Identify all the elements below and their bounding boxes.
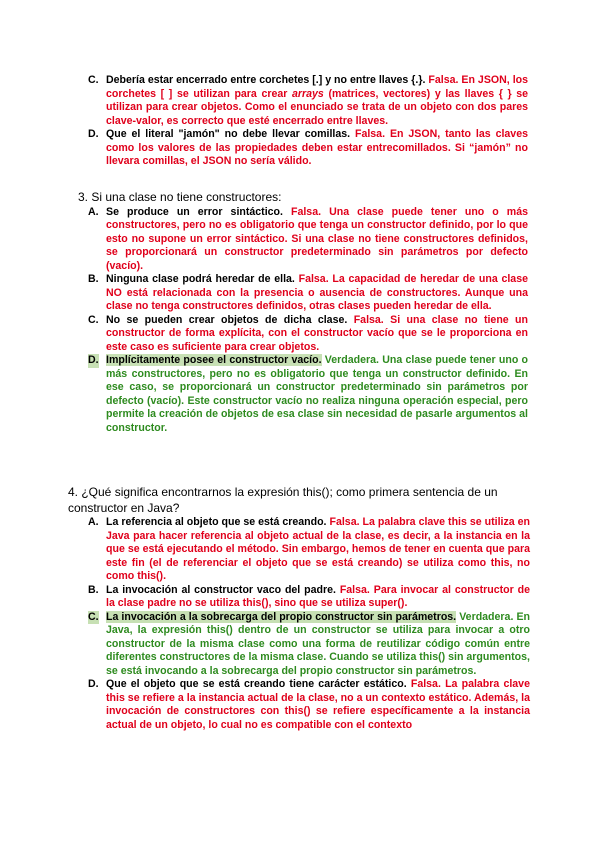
option-statement: Que el literal "jamón" no debe llevar comillas. bbox=[106, 128, 351, 140]
verdict-false: Falsa. bbox=[410, 678, 441, 690]
option-letter: D. bbox=[88, 128, 99, 140]
q4-option-a bbox=[78, 516, 530, 584]
question-4 bbox=[68, 485, 530, 732]
option-statement: La referencia al objeto que se está creando. bbox=[106, 516, 327, 528]
option-statement: Que el objeto que se está creando tiene carácter estático. bbox=[106, 678, 407, 690]
option-explanation: En JSON, los corchetes [ ] se utilizan para crear bbox=[106, 74, 528, 100]
question-3-title: 3. Si una clase no tiene constructores: bbox=[78, 190, 282, 204]
q3-option-c bbox=[78, 314, 528, 355]
option-explanation: Una clase puede tener uno o más constructores, pero no es obligatorio que tenga un constructor definido, por lo que esto no supone un error sintáctico. Si una clase no tiene constructores definidos, se proporcionará un constructor predeterminado sin parámetros por defecto (vacío). bbox=[106, 205, 529, 272]
option-explanation-cont: (matrices, vectores) y las llaves { } se utilizan para crear objetos. Como el enunciado se trata de un objeto con dos pares clave-valor, es correcto que esté encerrado entre llaves. bbox=[106, 87, 528, 127]
question-4-title: 4. ¿Qué significa encontrarnos la expresión this(); como primera sentencia de un constructor en Java? bbox=[68, 485, 498, 515]
verdict-true: Verdadera. bbox=[324, 354, 379, 366]
option-explanation: Para invocar al constructor de la clase padre no se utiliza this(), sino que se utiliza super(). bbox=[106, 583, 530, 609]
q2-options bbox=[78, 74, 528, 169]
option-explanation: En JSON, tanto las claves como los valores de las propiedades deben estar entrecomillados. Si “jamón” no llevara comillas, el JSON no sería válido. bbox=[106, 128, 528, 167]
q3-option-d bbox=[78, 354, 528, 435]
option-statement: Ninguna clase podrá heredar de ella. bbox=[106, 273, 295, 285]
q4-option-b bbox=[78, 584, 530, 611]
option-explanation: La palabra clave this se refiere a la instancia actual de la clase, no a un contexto estático. Además, la invocación de constructores con this() se refiere específicamente a la instancia actual de un objeto, lo cual no es compatible con el contexto bbox=[106, 678, 530, 731]
verdict-false: Falsa. bbox=[428, 74, 459, 86]
option-statement: No se pueden crear objetos de dicha clase. bbox=[106, 313, 348, 326]
verdict-false: Falsa. bbox=[291, 205, 322, 218]
option-statement-correct: Implícitamente posee el constructor vacío. bbox=[106, 354, 322, 366]
verdict-false: Falsa. bbox=[339, 583, 370, 596]
option-statement: Debería estar encerrado entre corchetes [.] y no entre llaves {.}. bbox=[106, 74, 426, 86]
option-letter: C. bbox=[88, 74, 99, 86]
question-3 bbox=[78, 190, 528, 435]
verdict-false: Falsa. bbox=[298, 273, 329, 285]
q4-option-d bbox=[78, 678, 530, 732]
option-explanation: En Java, la expresión this() dentro de un constructor se utiliza para invocar a otro constructor de la misma clase como una forma de reutilizar código común entre diferentes constructores de la misma clase. Cuando se utiliza this() sin argumentos, se está invocando a la sobrecarga del propio constructor sin parámetros. bbox=[106, 610, 530, 677]
q4-option-c bbox=[78, 611, 530, 679]
option-explanation: La palabra clave this se utiliza en Java para hacer referencia al objeto actual de la clase, es decir, a la instancia en la que se está ejecutando el método. Sin embargo, hemos de tener en cuenta que para este fin (el de referenciar el objeto que se está creando) se utiliza como this, no como this(). bbox=[106, 516, 531, 582]
option-letter: C. bbox=[88, 610, 99, 623]
verdict-true: Verdadera. bbox=[459, 610, 514, 623]
option-statement: Se produce un error sintáctico. bbox=[106, 205, 283, 218]
option-letter: B. bbox=[88, 273, 99, 285]
q2-option-d bbox=[78, 128, 528, 169]
option-explanation: La capacidad de heredar de una clase NO está relacionada con la presencia o ausencia de constructores. Aunque una clase no tenga constructores definidos, otras clases pueden heredar de ella. bbox=[106, 273, 528, 312]
option-explanation: Si una clase no tiene un constructor de forma explícita, con el constructor vacío que se le proporciona en este caso es suficiente para crear objetos. bbox=[106, 313, 529, 353]
q3-option-a bbox=[78, 206, 528, 274]
verdict-false: Falsa. bbox=[353, 313, 384, 326]
option-letter: A. bbox=[88, 516, 99, 528]
option-letter: D. bbox=[88, 354, 99, 366]
q2-option-c bbox=[78, 74, 528, 128]
option-statement: La invocación al constructor vaco del padre. bbox=[106, 583, 336, 596]
option-explanation-italic: arrays bbox=[292, 87, 324, 100]
q3-option-b bbox=[78, 273, 528, 314]
option-letter: B. bbox=[88, 583, 99, 596]
verdict-false: Falsa. bbox=[329, 516, 360, 528]
option-explanation: Una clase puede tener uno o más constructores, pero no es obligatorio que tenga un constructor definido. En ese caso, se proporcionará un constructor predeterminado sin parámetros por defecto (vacío). Este constructor vacío no realiza ninguna operación especial, pero permite la creación de objetos de esa clase sin necesidad de pasarle argumentos al constructor. bbox=[106, 354, 529, 434]
option-statement-correct: La invocación a la sobrecarga del propio constructor sin parámetros. bbox=[106, 610, 457, 623]
option-letter: A. bbox=[88, 205, 99, 218]
option-letter: D. bbox=[88, 678, 99, 690]
verdict-false: Falsa. bbox=[354, 128, 386, 140]
option-letter: C. bbox=[88, 313, 99, 326]
